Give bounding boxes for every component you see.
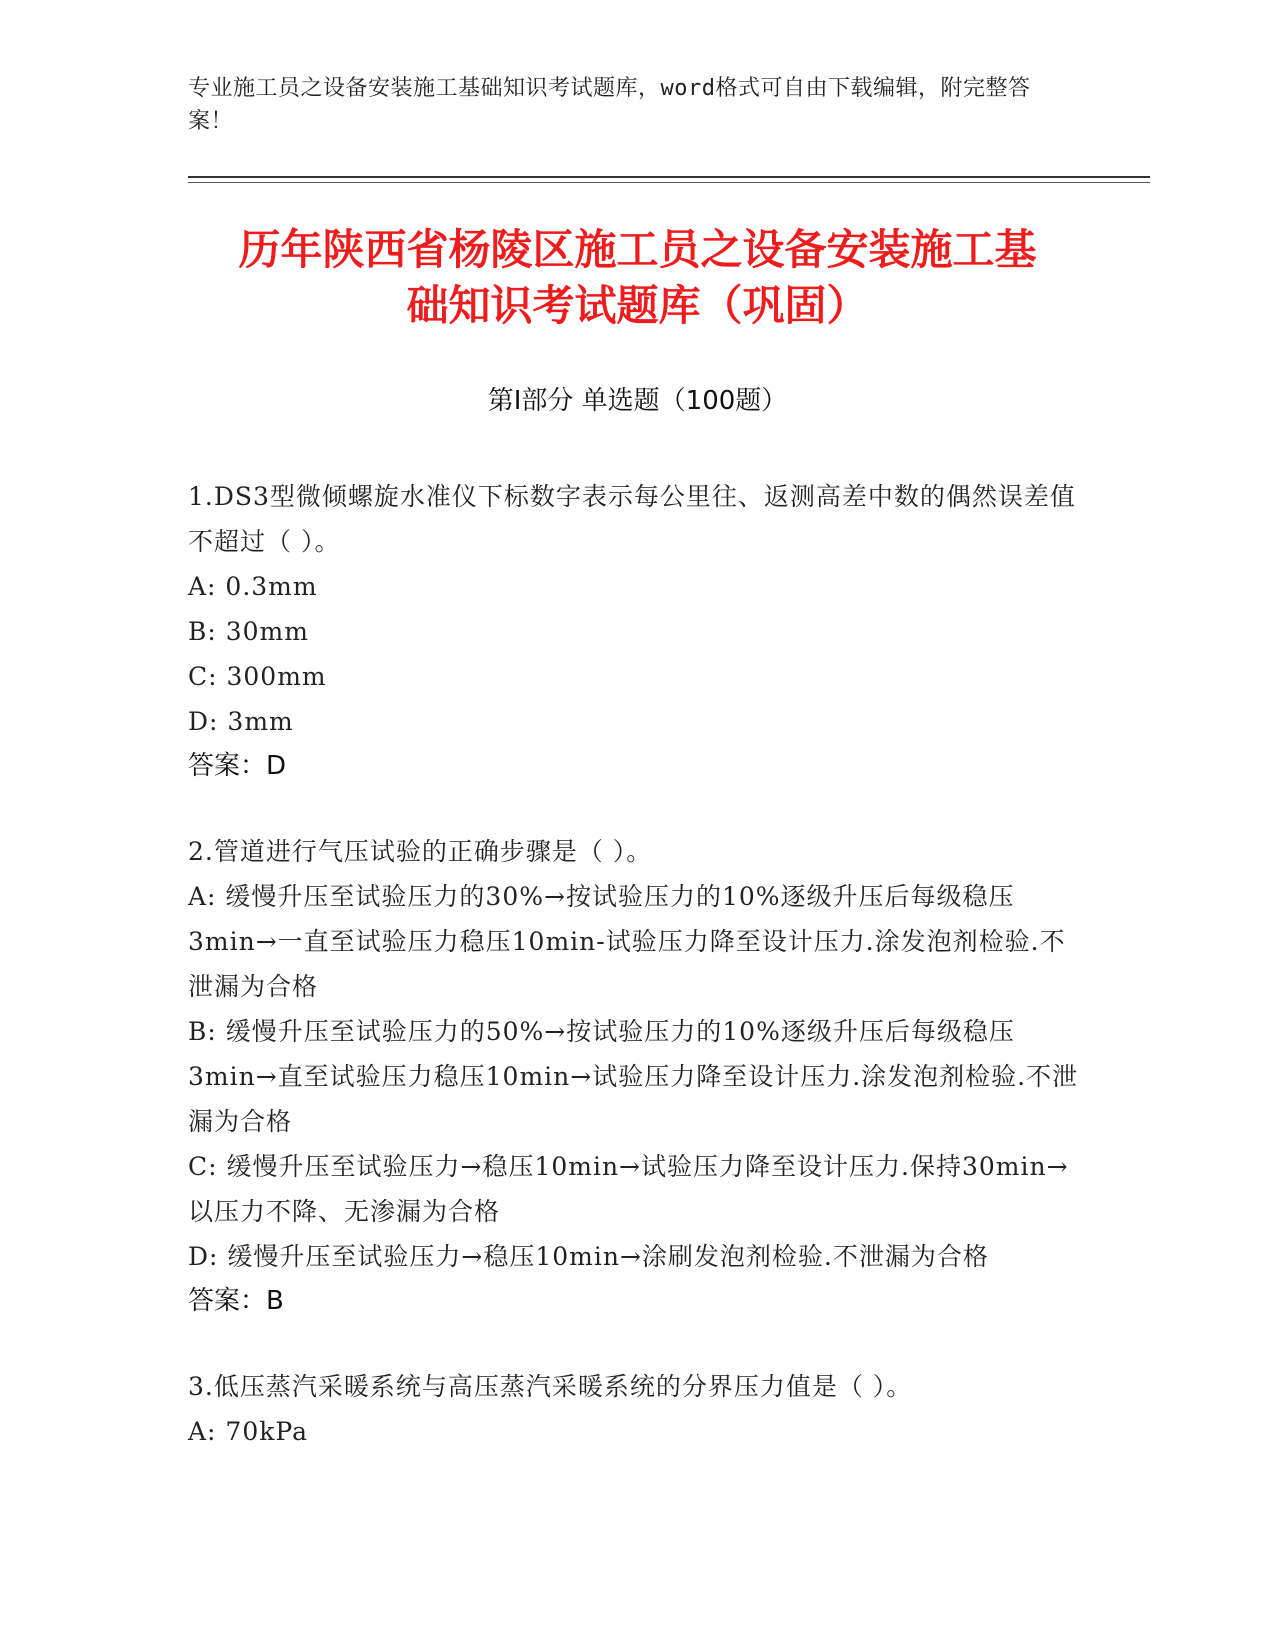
question-stem: 3.低压蒸汽采暖系统与高压蒸汽采暖系统的分界压力值是（ ）。	[188, 1372, 913, 1401]
option-d: D: 缓慢升压至试验压力→稳压10min→涂刷发泡剂检验.不泄漏为合格	[188, 1242, 989, 1271]
option-b: B: 缓慢升压至试验压力的50%→按试验压力的10%逐级升压后每级稳压3min→直至试验压力稳压10min→试验压力降至设计压力.涂发泡剂检验.不泄漏为合格	[188, 1017, 1079, 1136]
question-stem: 1.DS3型微倾螺旋水准仪下标数字表示每公里往、返测高差中数的偶然误差值不超过（ ）。	[188, 482, 1076, 556]
option-a: A: 70kPa	[188, 1417, 308, 1446]
header-divider-thin	[188, 182, 1150, 183]
header-note: 专业施工员之设备安装施工基础知识考试题库，word格式可自由下载编辑，附完整答案！	[188, 76, 1031, 134]
question-2	[188, 829, 1088, 1324]
option-c: C: 缓慢升压至试验压力→稳压10min→试验压力降至设计压力.保持30min→以压力不降、无渗漏为合格	[188, 1152, 1069, 1226]
option-b: B: 30mm	[188, 617, 309, 646]
title-line-1: 历年陕西省杨陵区施工员之设备安装施工基	[238, 225, 1037, 274]
document-title	[150, 222, 1125, 334]
title-line-2: 础知识考试题库（巩固）	[406, 281, 869, 330]
answer-label: 答案：D	[188, 751, 287, 781]
option-c: C: 300mm	[188, 662, 327, 691]
section-title: 第Ⅰ部分 单选题（100题）	[487, 386, 788, 416]
answer-label: 答案：B	[188, 1286, 284, 1316]
question-1	[188, 474, 1088, 789]
option-d: D: 3mm	[188, 707, 294, 736]
option-a: A: 0.3mm	[188, 572, 318, 601]
question-list	[188, 474, 1088, 1494]
question-3	[188, 1364, 1088, 1454]
header-divider-thick	[188, 176, 1150, 178]
option-a: A: 缓慢升压至试验压力的30%→按试验压力的10%逐级升压后每级稳压3min→一直至试验压力稳压10min-试验压力降至设计压力.涂发泡剂检验.不泄漏为合格	[188, 882, 1066, 1001]
question-stem: 2.管道进行气压试验的正确步骤是（ ）。	[188, 837, 653, 866]
